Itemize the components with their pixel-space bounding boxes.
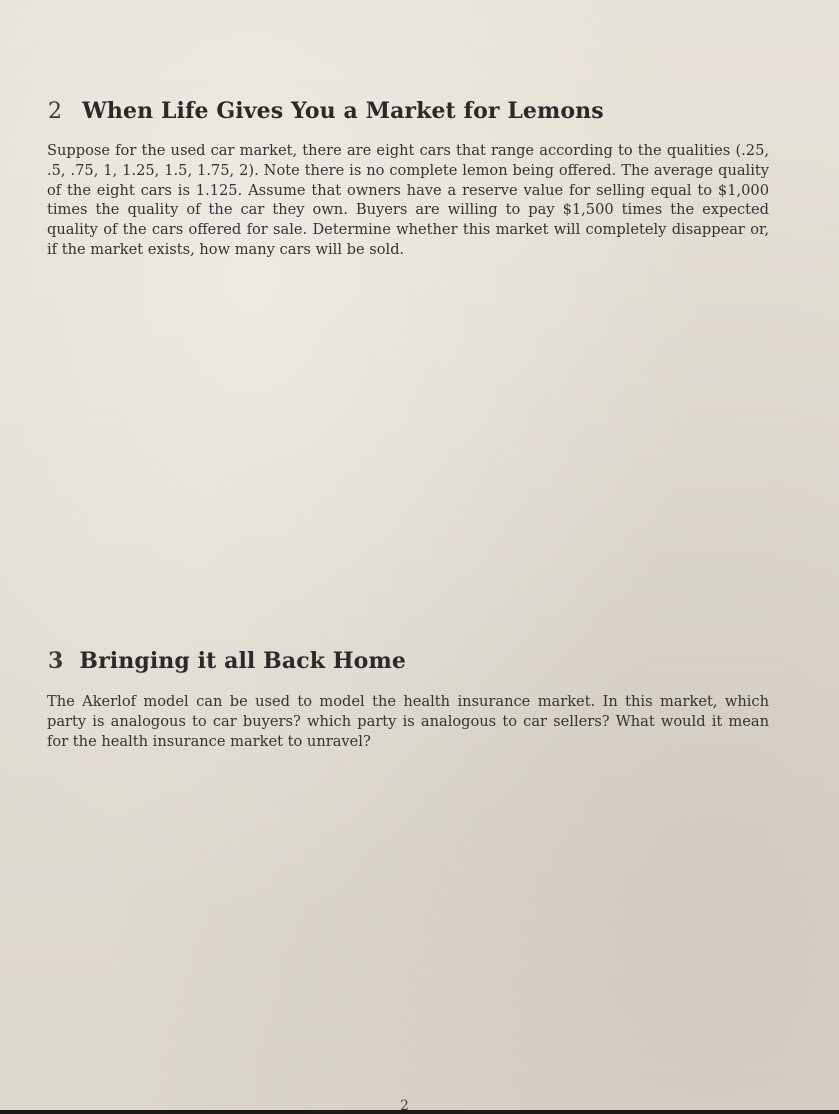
section-2-body: Suppose for the used car market, there are eight cars that range according to the qualities (.25, .5, .75, 1, 1.25, 1.5, 1.75, 2). Note there is no complete lemon being offered. The average quality of the eight cars is 1.125. Assume that owners have a reserve value for selling equal to $1,000 times the quality of the car they own. Buyers are willing to pay $1,500 times the expected quality of the cars offered for sale. Determine whether this market will completely disappear or, if the market exists, how many cars will be sold. (47, 142, 769, 258)
section-3-heading (48, 648, 406, 674)
section-2-number: 2 (48, 99, 63, 124)
section-2-title: When Life Gives You a Market for Lemons (82, 98, 604, 124)
section-3-title: Bringing it all Back Home (79, 648, 406, 674)
section-2-heading (48, 98, 604, 124)
page-number: 2 (400, 1098, 409, 1114)
section-3-number: 3 (48, 648, 64, 674)
section-3-body: The Akerlof model can be used to model the health insurance market. In this market, which party is analogous to car buyers? which party is analogous to car sellers? What would it mean for the health insurance market to unravel? (47, 693, 769, 750)
